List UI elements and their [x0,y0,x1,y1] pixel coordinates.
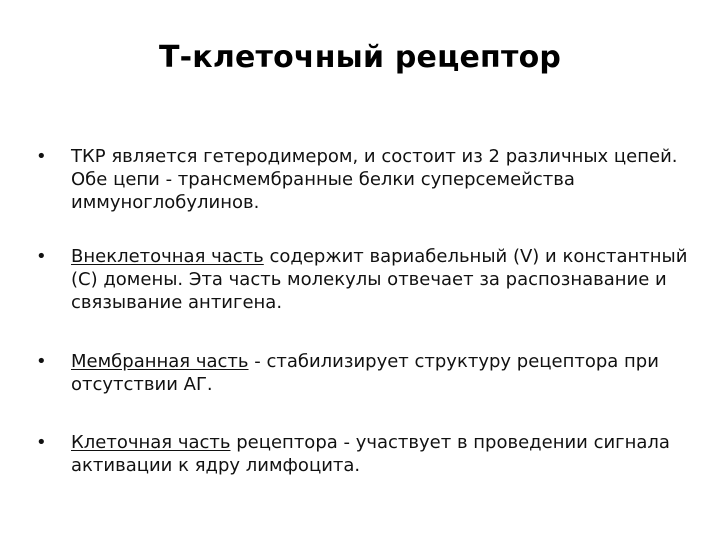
bullet-item [36,145,696,214]
bullet-body: рецептора - участвует в проведении сигнала активации к ядру лимфоцита. [71,432,670,476]
bullet-lead-underlined: Клеточная часть [71,432,231,453]
bullet-item [36,245,696,314]
bullet-dot: • [36,146,47,167]
bullet-item [36,431,696,477]
bullet-dot: • [36,246,47,267]
bullet-lead-underlined: Внеклеточная часть [71,246,264,267]
bullet-text [71,350,696,396]
bullet-body: содержит вариабельный (V) и константный (C) домены. Эта часть молекулы отвечает за распознавание и связывание антигена. [71,246,688,313]
slide-title: Т-клеточный рецептор [158,40,562,75]
bullet-body: - стабилизирует структуру рецептора при отсутствии АГ. [71,351,659,395]
bullet-lead-underlined: Мембранная часть [71,351,249,372]
bullet-dot: • [36,351,47,372]
bullet-text [71,245,696,314]
bullet-text [71,145,696,214]
bullet-item [36,350,696,396]
bullet-text [71,431,696,477]
bullet-body: ТКР является гетеродимером, и состоит из 2 различных цепей. Обе цепи - трансмембранные белки суперсемейства иммуноглобулинов. [71,146,678,213]
bullet-dot: • [36,432,47,453]
